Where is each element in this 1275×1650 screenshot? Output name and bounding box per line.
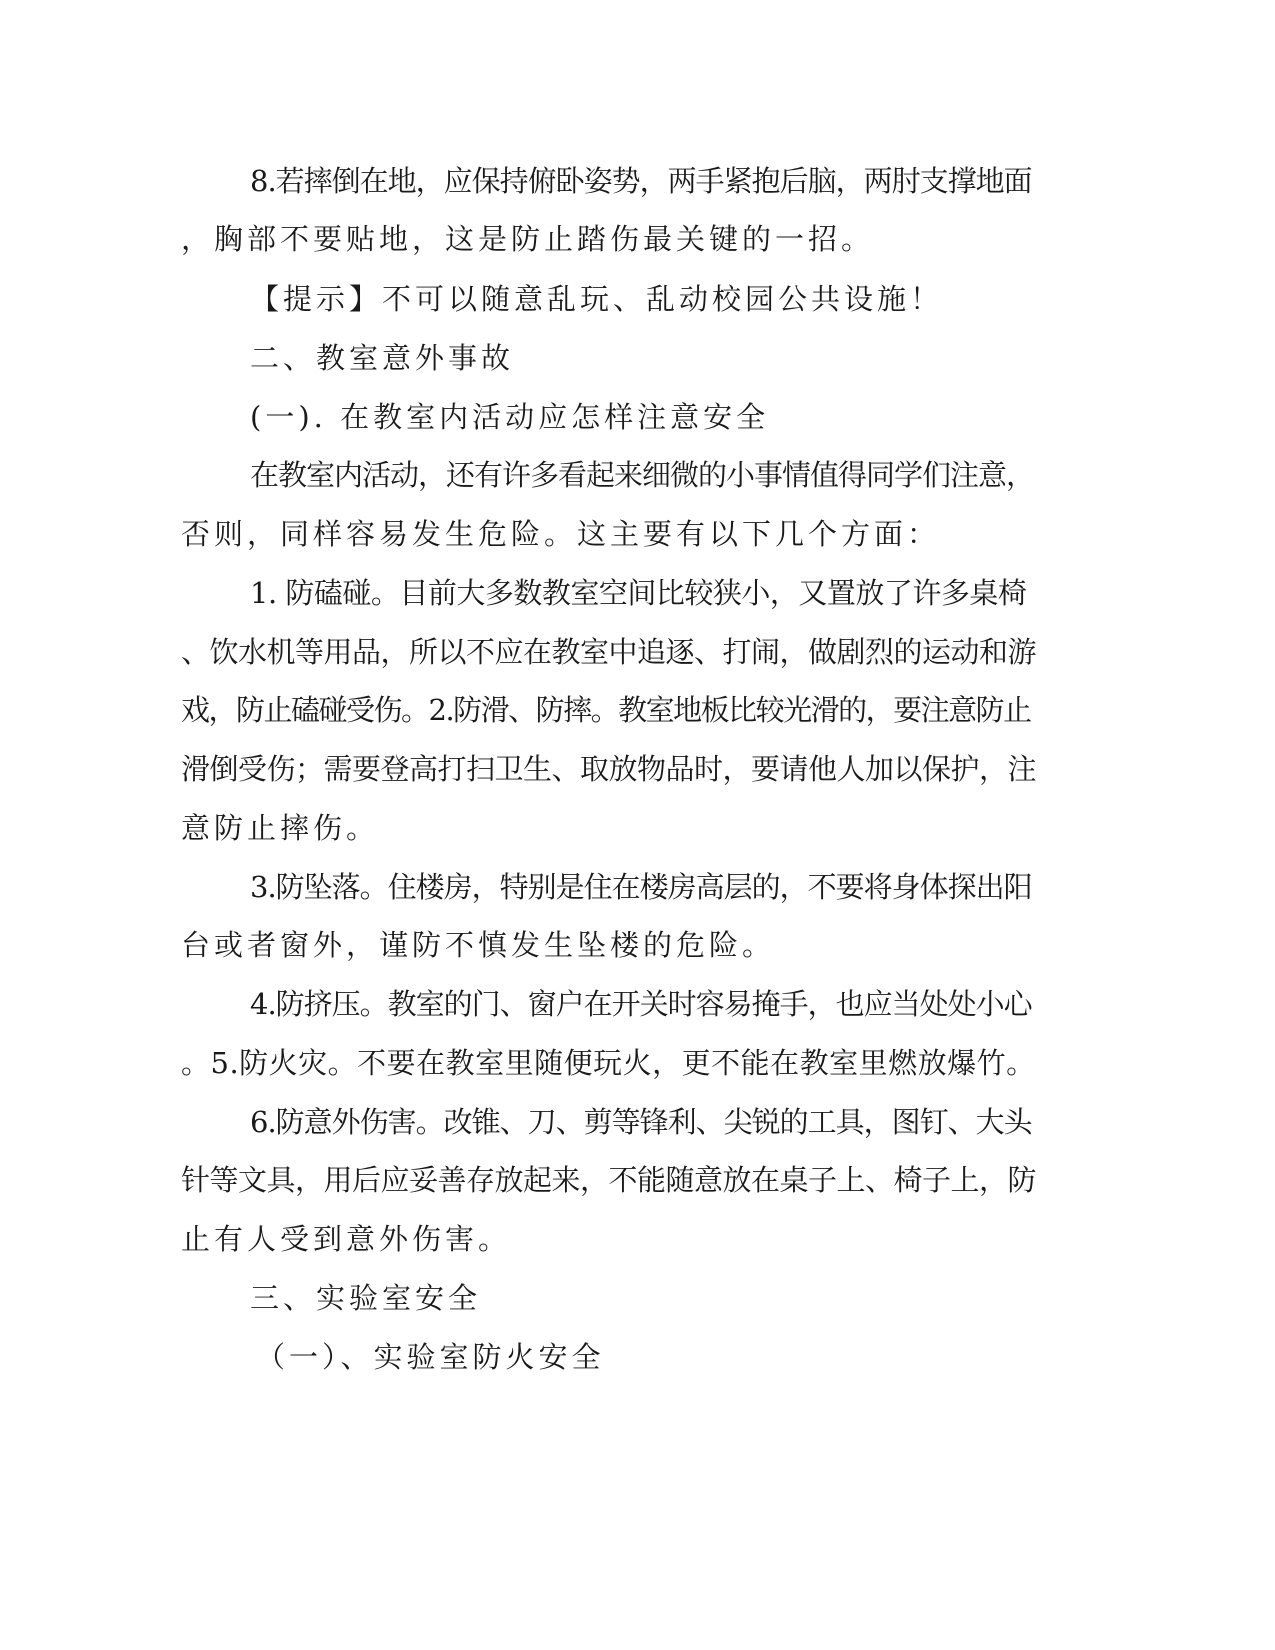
subsection-heading: (一). 在教室内活动应怎样注意安全: [250, 400, 770, 434]
tip-line: 【提示】不可以随意乱玩、乱动校园公共设施！: [250, 282, 944, 316]
section-heading: 三、实验室安全: [250, 1281, 482, 1315]
body-line: 。5.防火灾。不要在教室里随便玩火，更不能在教室里燃放爆竹。: [181, 1046, 1036, 1080]
body-line: 止有人受到意外伤害。: [181, 1222, 512, 1256]
section-heading: 二、教室意外事故: [250, 341, 515, 375]
body-line: 意防止摔伤。: [181, 811, 380, 845]
body-line: 8.若摔倒在地，应保持俯卧姿势，两手紧抱后脑，两肘支撑地面: [250, 164, 1032, 198]
body-line: ，胸部不要贴地，这是防止踏伤最关键的一招。: [181, 222, 875, 256]
body-line: 台或者窗外，谨防不慎发生坠楼的危险。: [181, 928, 776, 962]
body-line: 4.防挤压。教室的门、窗户在开关时容易掩手，也应当处处小心: [250, 987, 1032, 1021]
body-line: 6.防意外伤害。改锥、刀、剪等锋利、尖锐的工具，图钉、大头: [250, 1105, 1032, 1139]
body-line: 1. 防磕碰。目前大多数教室空间比较狭小，又置放了许多桌椅: [250, 576, 1027, 610]
body-line: 戏，防止磕碰受伤。2.防滑、防摔。教室地板比较光滑的，要注意防止: [181, 693, 1031, 727]
body-line: 3.防坠落。住楼房，特别是住在楼房高层的，不要将身体探出阳: [250, 870, 1032, 904]
body-line: 在教室内活动，还有许多看起来细微的小事情值得同学们注意，: [250, 458, 1035, 492]
subsection-heading: （一）、实验室防火安全: [256, 1340, 605, 1374]
body-line: 针等文具，用后应妥善存放起来，不能随意放在桌子上、椅子上，防: [181, 1163, 1037, 1197]
body-line: 滑倒受伤；需要登高打扫卫生、取放物品时，要请他人加以保护，注: [181, 752, 1037, 786]
body-line: 、饮水机等用品，所以不应在教室中追逐、打闹，做剧烈的运动和游: [181, 635, 1037, 669]
body-line: 否则，同样容易发生危险。这主要有以下几个方面：: [181, 517, 941, 551]
